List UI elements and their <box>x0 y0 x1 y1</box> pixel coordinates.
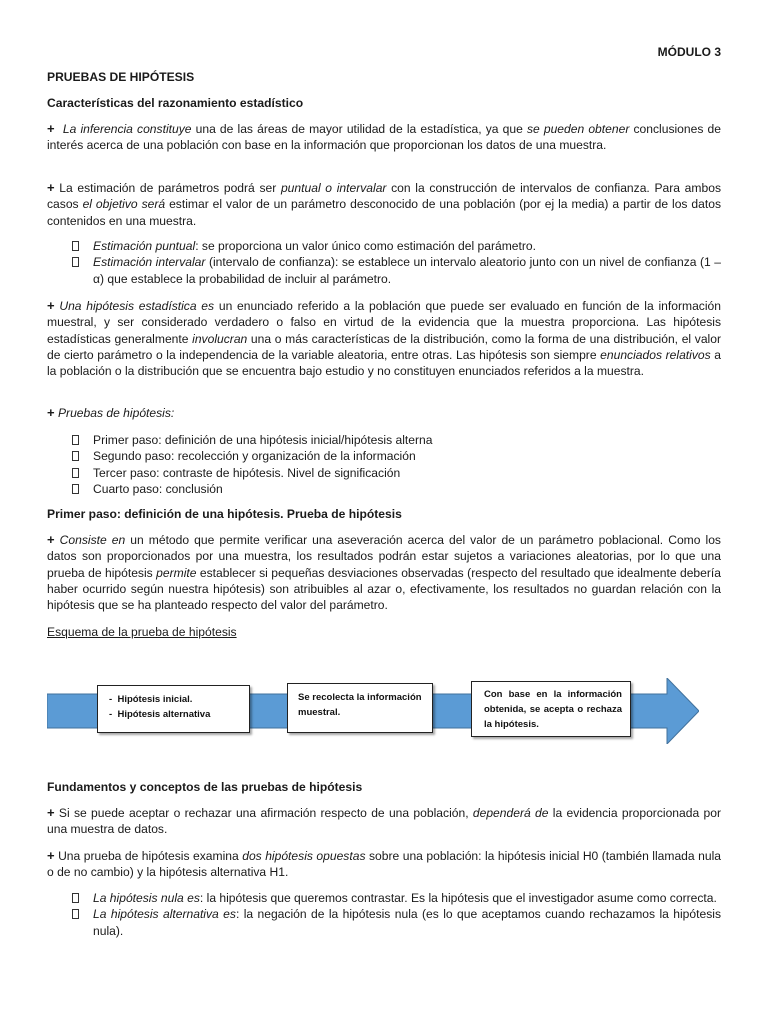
square-bullet-icon <box>72 468 79 478</box>
square-bullet-icon <box>72 241 79 251</box>
paragraph-hipotesis-estadistica: + Una hipótesis estadística es un enunciado referido a la población que puede ser evaluado en función de la información muestral, y ser considerado verdadero o falso en virtud de la evidencia que la muestra proporciona. Las hipótesis estadísticas generalmente involucran una o más características de la distribución, como la forma de una distribución, el valor de cierto parámetro o la independencia de la variable aleatoria, entre otras. Las hipótesis son siempre enunciados relativos a la población o la distribución que se encuentra bajo estudio y no constituyen enunciados referidos a la muestra. <box>47 298 721 379</box>
list-item: Estimación intervalar (intervalo de confianza): se establece un intervalo aleatorio junto con un nivel de confianza (1 – α) que establece la probabilidad de incluir al parámetro. <box>72 254 721 287</box>
hypothesis-process-diagram <box>47 678 699 744</box>
paragraph-aceptar-rechazar: + Si se puede aceptar o rechazar una afirmación respecto de una población, dependerá de la evidencia proporcionada por una muestra de datos. <box>47 805 721 837</box>
plus-bullet-icon: + <box>47 848 55 863</box>
paragraph-inferencia: + La inferencia constituye una de las áreas de mayor utilidad de la estadística, ya que se pueden obtener conclusiones de interés acerca de una población con base en la información que proporcionan los datos de una muestra. <box>47 121 721 153</box>
list-item: Tercer paso: contraste de hipótesis. Nivel de significación <box>72 465 721 481</box>
square-bullet-icon <box>72 893 79 903</box>
paragraph-dos-hipotesis: + Una prueba de hipótesis examina dos hipótesis opuestas sobre una población: la hipótesis inicial H0 (también llamada nula o de no cambio) y la hipótesis alternativa H1. <box>47 848 721 880</box>
schema-title: Esquema de la prueba de hipótesis <box>47 625 237 639</box>
box-line: - Hipótesis alternativa <box>109 709 211 720</box>
plus-bullet-icon: + <box>47 298 55 313</box>
square-bullet-icon <box>72 257 79 267</box>
square-bullet-icon <box>72 484 79 494</box>
list-item: Estimación puntual: se proporciona un valor único como estimación del parámetro. <box>72 238 721 254</box>
paragraph-consiste: + Consiste en un método que permite verificar una aseveración acerca del valor de un parámetro poblacional. Como los datos son proporcionados por una muestra, los resultados podrán estar sujetos a variaciones aleatorias, por lo que una prueba de hipótesis permite establecer si pequeñas desviaciones observadas (respecto del resultado que idealmente debería haber ocurrido según nuestra hipótesis) son atribuibles al azar o, efectivamente, los resultados no guardan relación con la hipótesis que se ha planteado respecto del valor del parámetro. <box>47 532 721 613</box>
plus-bullet-icon: + <box>47 121 55 136</box>
list-item: Primer paso: definición de una hipótesis inicial/hipótesis alterna <box>72 432 721 448</box>
decision-box: Con base en la información obtenida, se acepta o rechaza la hipótesis. <box>471 681 631 737</box>
paragraph-estimacion: + La estimación de parámetros podrá ser puntual o intervalar con la construcción de intervalos de confianza. Para ambos casos el objetivo será estimar el valor de un parámetro desconocido de una población (por ej la media) a partir de los datos contenidos en una muestra. <box>47 180 722 228</box>
square-bullet-icon <box>72 451 79 461</box>
list-item: Segundo paso: recolección y organización de la información <box>72 448 721 464</box>
page-title: PRUEBAS DE HIPÓTESIS <box>47 70 195 84</box>
square-bullet-icon <box>72 435 79 445</box>
box-line: - Hipótesis inicial. <box>109 694 193 705</box>
plus-bullet-icon: + <box>47 405 55 420</box>
paragraph-pruebas: + Pruebas de hipótesis: <box>47 405 175 420</box>
section-heading-fundamentos: Fundamentos y conceptos de las pruebas de hipótesis <box>47 780 363 794</box>
list-item: La hipótesis alternativa es: la negación de la hipótesis nula (es lo que aceptamos cuando rechazamos la hipótesis nula). <box>72 906 721 939</box>
hypothesis-box <box>97 685 250 733</box>
plus-bullet-icon: + <box>47 180 55 195</box>
square-bullet-icon <box>72 909 79 919</box>
steps-list <box>72 432 721 497</box>
plus-bullet-icon: + <box>47 805 55 820</box>
list-item: Cuarto paso: conclusión <box>72 481 721 497</box>
section-heading-razonamiento: Características del razonamiento estadístico <box>47 96 304 110</box>
list-item: La hipótesis nula es: la hipótesis que queremos contrastar. Es la hipótesis que el investigador asume como correcta. <box>72 890 721 906</box>
plus-bullet-icon: + <box>47 532 55 547</box>
module-label: MÓDULO 3 <box>657 45 721 59</box>
collection-box: Se recolecta la información muestral. <box>287 683 433 733</box>
hypothesis-definitions-list <box>72 890 721 939</box>
section-heading-primer-paso: Primer paso: definición de una hipótesis. Prueba de hipótesis <box>47 507 402 521</box>
estimation-list <box>72 238 721 287</box>
